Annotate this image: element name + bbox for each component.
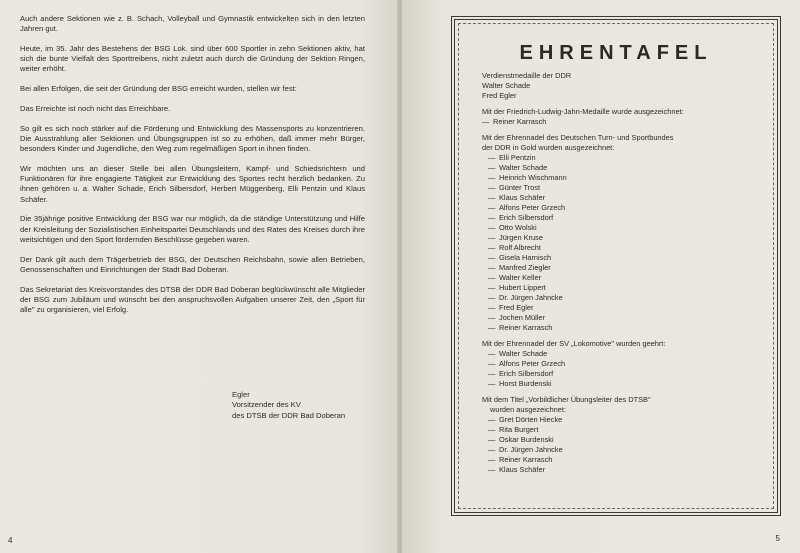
honoree-item: [482, 117, 772, 127]
dash-mark: —: [488, 253, 496, 262]
section-heading: wurden ausgezeichnet:: [490, 405, 567, 414]
honoree-item: [482, 293, 772, 303]
honoree-name: Walter Keller: [499, 273, 542, 282]
section-heading: Mit der Ehrennadel des Deutschen Turn- und Sportbundes: [482, 133, 674, 142]
honoree-item: [482, 243, 772, 253]
honoree-name: Dr. Jürgen Jahncke: [499, 445, 563, 454]
dash-mark: —: [488, 223, 496, 232]
honoree-name: Reiner Karrasch: [499, 455, 553, 464]
dash-mark: —: [488, 455, 496, 464]
dash-mark: —: [488, 273, 496, 282]
body-text: [20, 14, 365, 325]
signature-block: [232, 390, 345, 421]
section-jahn-medal: [482, 107, 772, 127]
dash-mark: —: [488, 243, 496, 252]
honoree-item: [482, 425, 772, 435]
honoree-name: Erich Silbersdorf: [499, 369, 554, 378]
honoree-item: [482, 153, 772, 163]
honoree-item: [482, 465, 772, 475]
dash-mark: —: [488, 369, 496, 378]
section-heading: Mit der Friedrich-Ludwig-Jahn-Medaille wurde ausgezeichnet:: [482, 107, 684, 116]
dash-mark: —: [488, 435, 496, 444]
dash-mark: —: [482, 117, 490, 126]
honoree-name: Hubert Lippert: [499, 283, 546, 292]
honoree-name: Manfred Ziegler: [499, 263, 551, 272]
intro-line: Fred Egler: [482, 91, 517, 100]
honoree-name: Horst Burdenski: [499, 379, 552, 388]
honoree-item: [482, 435, 772, 445]
dash-mark: —: [488, 193, 496, 202]
section-lokomotive: [482, 339, 772, 389]
honoree-name: Reiner Karrasch: [499, 323, 553, 332]
name-list: [482, 349, 772, 389]
dash-mark: —: [488, 323, 496, 332]
honoree-name: Alfons Peter Grzech: [499, 359, 566, 368]
honoree-name: Jochen Müller: [499, 313, 546, 322]
right-page: [402, 0, 800, 553]
honoree-name: Rita Burgert: [499, 425, 539, 434]
honoree-item: [482, 455, 772, 465]
honoree-name: Oskar Burdenski: [499, 435, 554, 444]
honoree-item: [482, 303, 772, 313]
name-list: [482, 153, 772, 333]
honoree-item: [482, 369, 772, 379]
honoree-item: [482, 193, 772, 203]
dash-mark: —: [488, 263, 496, 272]
dash-mark: —: [488, 415, 496, 424]
honoree-name: Erich Silbersdorf: [499, 213, 554, 222]
paragraph: Wir möchten uns an dieser Stelle bei allen Übungsleitern, Kampf- und Schiedsrichtern und Funktionären für ihre engagierte Tätigkeit zur Entwicklung des Sportes recht herzlich bedanken. Zu ihnen gehören u. a. Walter Schade, Erich Silbersdorf, Herbert Müggenberg, Elli Pentzin und Klaus Schäfer.: [20, 164, 365, 204]
name-list: [482, 415, 772, 475]
paragraph: Auch andere Sektionen wie z. B. Schach, Volleyball und Gymnastik entwickelten sich in den letzten Jahren gut.: [20, 14, 365, 34]
honoree-item: [482, 223, 772, 233]
left-page: [0, 0, 398, 553]
paragraph: Die 35jährige positive Entwicklung der BSG war nur möglich, da die ständige Unterstützung und Hilfe der Kreisleitung der Sozialistischen Einheitspartei Deutschlands und des Rates des Kreises durch ihre weitsichtigen und den Sport fördernden Beschlüsse gegeben waren.: [20, 214, 365, 244]
paragraph: Das Sekretariat des Kreisvorstandes des DTSB der DDR Bad Doberan beglückwünscht alle Mitglieder der BSG zum Jubiläum und wünscht bei den anspruchsvollen Aufgaben unserer Zeit, den „Sport für alle" zu organisieren, viel Erfolg.: [20, 284, 365, 315]
honoree-name: Dr. Jürgen Jahncke: [499, 293, 563, 302]
section-heading: der DDR in Gold wurden ausgezeichnet:: [482, 143, 615, 152]
dash-mark: —: [488, 173, 496, 182]
dash-mark: —: [488, 359, 496, 368]
honoree-name: Elli Pentzin: [499, 153, 536, 162]
dash-mark: —: [488, 153, 496, 162]
honoree-item: [482, 379, 772, 389]
dash-mark: —: [488, 425, 496, 434]
paragraph: Heute, im 35. Jahr des Bestehens der BSG Lok. sind über 600 Sportler in zehn Sektionen aktiv, hat sich die bunte Vielfalt des Sporttreibens, nicht zuletzt auch durch die Gründung der Sektion Ringen, weiter erhöht.: [20, 44, 365, 74]
section-gold-pin: [482, 133, 772, 333]
honoree-item: [482, 213, 772, 223]
honoree-name: Klaus Schäfer: [499, 465, 546, 474]
honoree-item: [482, 359, 772, 369]
section-heading: Mit dem Titel „Vorbildlicher Übungsleiter des DTSB": [482, 395, 651, 404]
section-uebungsleiter: [482, 395, 772, 475]
dash-mark: —: [488, 313, 496, 322]
paragraph: Der Dank gilt auch dem Trägerbetrieb der BSG, der Deutschen Reichsbahn, sowie allen Betrieben, Genossenschaften und Einrichtungen der Stadt Bad Doberan.: [20, 254, 365, 274]
honoree-item: [482, 233, 772, 243]
honoree-name: Alfons Peter Grzech: [499, 203, 566, 212]
honoree-item: [482, 283, 772, 293]
honoree-item: [482, 253, 772, 263]
honoree-item: [482, 313, 772, 323]
honoree-item: [482, 163, 772, 173]
dash-mark: —: [488, 303, 496, 312]
honoree-name: Walter Schade: [499, 163, 548, 172]
honoree-item: [482, 323, 772, 333]
paragraph: Bei allen Erfolgen, die seit der Gründung der BSG erreicht wurden, stellen wir fest:: [20, 84, 297, 94]
honoree-item: [482, 183, 772, 193]
dash-mark: —: [488, 203, 496, 212]
honoree-item: [482, 445, 772, 455]
honoree-item: [482, 273, 772, 283]
section-heading: Mit der Ehrennadel der SV „Lokomotive" wurden geehrt:: [482, 339, 666, 348]
honoree-name: Reiner Karrasch: [493, 117, 547, 126]
ehrentafel-frame: [451, 16, 781, 516]
dash-mark: —: [488, 293, 496, 302]
dash-mark: —: [488, 379, 496, 388]
page-number-left: 4: [8, 536, 13, 545]
intro-line: Verdienstmedaille der DDR: [482, 71, 572, 80]
dash-mark: —: [488, 183, 496, 192]
honors-list: [482, 71, 772, 481]
honoree-name: Gisela Harnisch: [499, 253, 552, 262]
honoree-item: [482, 173, 772, 183]
dash-mark: —: [488, 233, 496, 242]
honoree-name: Walter Schade: [499, 349, 548, 358]
dash-mark: —: [488, 349, 496, 358]
page-title: EHRENTAFEL: [519, 42, 713, 64]
paragraph: Das Erreichte ist noch nicht das Erreichbare.: [20, 104, 171, 113]
honoree-name: Otto Wolski: [499, 223, 537, 232]
dash-mark: —: [488, 163, 496, 172]
signature-title: Vorsitzender des KV: [232, 400, 301, 410]
honoree-name: Jürgen Kruse: [499, 233, 543, 242]
dash-mark: —: [488, 445, 496, 454]
dash-mark: —: [488, 213, 496, 222]
page-number-right: 5: [775, 534, 780, 543]
honoree-name: Gret Dörten Hiecke: [499, 415, 563, 424]
honoree-item: [482, 349, 772, 359]
honoree-item: [482, 203, 772, 213]
honoree-name: Heinrich Wischmann: [499, 173, 567, 182]
honoree-name: Günter Trost: [499, 183, 541, 192]
honoree-name: Rolf Albrecht: [499, 243, 541, 252]
name-list: [482, 117, 772, 127]
honoree-item: [482, 415, 772, 425]
intro-block: [482, 71, 772, 101]
honoree-name: Klaus Schäfer: [499, 193, 546, 202]
honoree-name: Fred Egler: [499, 303, 534, 312]
intro-line: Walter Schade: [482, 81, 531, 90]
dash-mark: —: [488, 465, 496, 474]
signature-name: Egler: [232, 390, 250, 399]
paragraph: So gilt es sich noch stärker auf die Förderung und Entwicklung des Massensports zu konzentrieren. Die Ausstrahlung aller Sektionen und Übungsgruppen ist so zu erhöhen, daß immer mehr Bürger, besonders Kinder und Jugendliche, den Weg zum regelmäßigen Sport in ihnen finden.: [20, 123, 365, 154]
honoree-item: [482, 263, 772, 273]
dash-mark: —: [488, 283, 496, 292]
signature-org: des DTSB der DDR Bad Doberan: [232, 410, 346, 420]
